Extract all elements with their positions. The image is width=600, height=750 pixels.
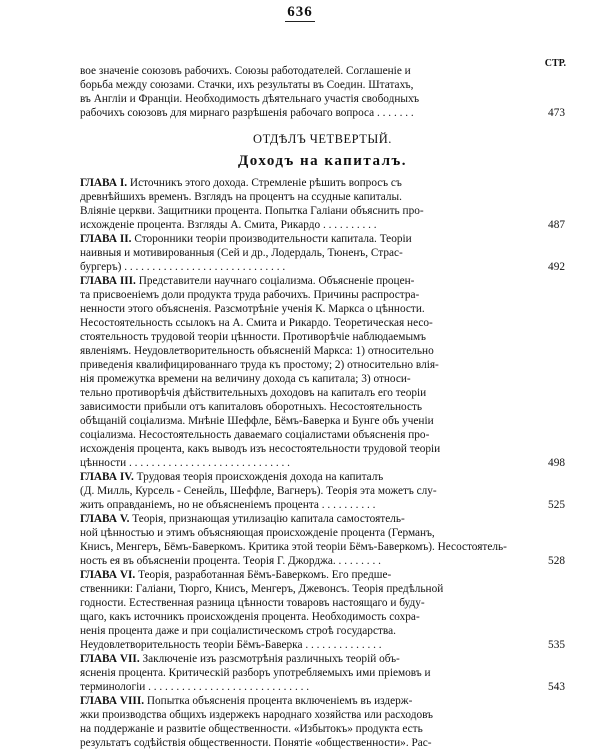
entry-page-number: 528	[548, 555, 565, 567]
entry-line: на поддержаніе и развитіе общественности. «Избытокъ» продукта есть	[80, 723, 423, 735]
entry-line: въ Англіи и Франціи. Необходимость дѣятельнаго участія свободныхъ	[80, 93, 420, 105]
entry-line: тельно противорѣчія дѣйствительныхъ доходовъ на капиталъ его теоріи	[80, 387, 427, 399]
entry-line: ясненія процента. Критическій разборъ употребляемыхъ ими пріемовъ и	[80, 667, 431, 679]
entry-page-number: 535	[548, 639, 565, 651]
chapter-heading: ГЛАВА VII.	[80, 653, 140, 665]
entry-line: Трудовая теорія происхожденія дохода на капиталъ	[136, 471, 384, 483]
page-column-label: СТР.	[544, 58, 566, 69]
toc-entry-chapter-2	[80, 232, 565, 274]
chapter-heading: ГЛАВА VIII.	[80, 695, 145, 707]
entry-line: жки производства общихъ издержекъ народнаго хозяйства или расходовъ	[80, 709, 433, 721]
toc-entry-chapter-7	[80, 652, 565, 694]
entry-line: Теорія, разработанная Бёмъ-Баверкомъ. Его предше-	[138, 569, 392, 581]
entry-line: зависимости прибыли отъ капиталовъ оборотныхъ. Несостоятельность	[80, 401, 423, 413]
entry-line: ной цѣнностью и этимъ объясняющая происхожденіе процента (Германъ,	[80, 527, 435, 539]
entry-line: Сторонники теоріи производительности капитала. Теоріи	[134, 233, 412, 245]
entry-line: бургеръ) . . . . . . . . . . . . . . . . . . . . . . . . . . . . .	[80, 261, 286, 273]
entry-line: терминологіи . . . . . . . . . . . . . . . . . . . . . . . . . . . . .	[80, 681, 310, 693]
entry-line: Попытка объясненія процента включеніемъ въ издерж-	[146, 695, 413, 707]
entry-line: ненности этого объясненія. Разсмотрѣніе ученія К. Маркса о цѣнности.	[80, 303, 425, 315]
entry-page-number: 492	[548, 261, 565, 273]
entry-line: древнѣйшихъ временъ. Взглядъ на процентъ на ссудные капиталы.	[80, 191, 402, 203]
entry-line: та присвоеніемъ доли продукта труда рабочихъ. Причины распростра-	[80, 289, 420, 301]
entry-line: рабочихъ союзовъ для мирнаго разрѣшенія рабочаго вопроса . . . . . . .	[80, 107, 414, 119]
entry-line: ственники: Галіани, Тюрго, Книсъ, Менгеръ, Джевонсъ. Теорія предѣльной	[80, 583, 444, 595]
page-number: 636	[287, 4, 313, 20]
toc-entry-chapter-4	[80, 470, 565, 512]
entry-line: ность ея въ объясненіи процента. Теорія Г. Джорджа. . . . . . . . .	[80, 555, 381, 567]
entry-line: жить оправданіемъ, но не объясненіемъ процента . . . . . . . . . .	[80, 499, 376, 511]
toc-entry-chapter-5	[80, 512, 565, 568]
entry-line: приведенія квалифицированнаго труда къ простому; 2) относительно влія-	[80, 359, 439, 371]
entry-line: Вліяніе церкви. Защитники процента. Попытка Галіани объяснить про-	[80, 205, 424, 217]
toc-body	[80, 64, 565, 750]
toc-entry-chapter-1	[80, 176, 565, 232]
entry-line: борьба между союзами. Стачки, ихъ результаты въ Соедин. Штатахъ,	[80, 79, 414, 91]
entry-line: ненія процента даже и при соціалистическомъ строѣ государства.	[80, 625, 396, 637]
entry-page-number: 543	[548, 681, 565, 693]
entry-line: цѣнности . . . . . . . . . . . . . . . . . . . . . . . . . . . . .	[80, 457, 291, 469]
section-subtitle: Доходъ на капиталъ.	[237, 153, 407, 169]
chapter-heading: ГЛАВА VI.	[80, 569, 136, 581]
toc-entry-intro	[80, 64, 565, 120]
entry-page-number: 473	[548, 107, 565, 119]
entry-line: соціализма. Несостоятельность даваемаго соціалистами объясненія про-	[80, 429, 430, 441]
entry-line: вое значеніе союзовъ рабочихъ. Союзы работодателей. Соглашеніе и	[80, 65, 411, 77]
entry-line: нія промежутка времени на величину дохода съ капитала; 3) относи-	[80, 373, 411, 385]
entry-line: (Д. Милль, Курсель - Сенейль, Шеффле, Вагнеръ). Теорія эта можетъ слу-	[80, 485, 437, 497]
entry-page-number: 487	[548, 219, 565, 231]
toc-entry-chapter-3	[80, 274, 565, 470]
chapter-heading: ГЛАВА II.	[80, 233, 132, 245]
chapter-heading: ГЛАВА V.	[80, 513, 130, 525]
entry-line: Несостоятельность ссылокъ на А. Смита и Рикардо. Теоретическая несо-	[80, 317, 433, 329]
entry-line: стоятельность трудовой теоріи цѣнности. Противорѣчіе наблюдаемымъ	[80, 331, 427, 343]
entry-line: Книсъ, Менгеръ, Бёмъ-Баверкомъ. Критика этой теоріи Бёмъ-Баверкомъ). Несостоятель-	[80, 541, 507, 553]
entry-line: результатъ содѣйствія общественности. Понятіе «общественности». Рас-	[80, 737, 432, 749]
entry-line: Представители научнаго соціализма. Объясненіе процен-	[138, 275, 415, 287]
entry-line: исхожденіе процента. Взгляды А. Смита, Рикардо . . . . . . . . . .	[80, 219, 377, 231]
section-title: ОТДѢЛЪ ЧЕТВЕРТЫЙ.	[253, 132, 392, 146]
entry-line: обѣщаній соціализма. Мнѣніе Шеффле, Бёмъ-Баверка и Бунге объ ученіи	[80, 415, 434, 427]
entry-page-number: 525	[548, 499, 565, 511]
chapter-heading: ГЛАВА I.	[80, 177, 128, 189]
entry-line: исхожденія процента, какъ выводъ изъ несостоятельности трудовой теоріи	[80, 443, 441, 455]
entry-line: годности. Естественная разница цѣнности товаровъ настоящаго и буду-	[80, 597, 425, 609]
entry-line: щаго, какъ источникъ происхожденія процента. Необходимость сохра-	[80, 611, 420, 623]
toc-entry-chapter-8	[80, 694, 565, 750]
entry-line: Источникъ этого дохода. Стремленіе рѣшить вопросъ съ	[129, 177, 402, 189]
entry-line: наивныя и мотивированныя (Сей и др., Лодердаль, Тюненъ, Страс-	[80, 247, 403, 259]
entry-page-number: 498	[548, 457, 565, 469]
toc-entry-chapter-6	[80, 568, 565, 652]
entry-line: Неудовлетворительность теоріи Бёмъ-Баверка . . . . . . . . . . . . . .	[80, 639, 382, 651]
entry-line: Теорія, признающая утилизацію капитала самостоятель-	[132, 513, 405, 525]
entry-line: Заключеніе изъ разсмотрѣнія различныхъ теорій объ-	[142, 653, 400, 665]
entry-line: явленіямъ. Неудовлетворительность объясненій Маркса: 1) относительно	[80, 345, 434, 357]
chapter-heading: ГЛАВА IV.	[80, 471, 134, 483]
chapter-heading: ГЛАВА III.	[80, 275, 136, 287]
